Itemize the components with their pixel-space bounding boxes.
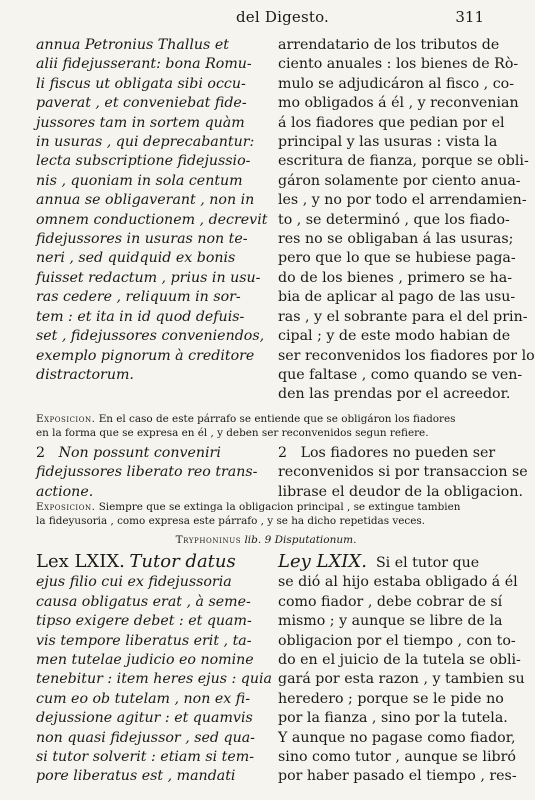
latin-line: men tutelae judicio eo nomine	[36, 652, 254, 669]
spanish-line: ciento anuales : los bienes de Rò-	[278, 56, 519, 73]
spanish-line: que faltase , como quando se ven-	[278, 366, 523, 383]
spanish-line: bia de aplicar al pago de las usu-	[278, 289, 516, 306]
paragraph-number: 2	[278, 445, 288, 461]
spanish-line: se dió al hijo estaba obligado á él	[278, 574, 518, 591]
latin-line: omnem conductionem , decrevit	[36, 211, 268, 228]
spanish-line: gará por esta razon , y tambien su	[278, 671, 525, 688]
exposicion-text-line: Siempre que se extinga la obligacion principal , se extingue tambien	[98, 501, 461, 513]
latin-line: set , fidejussores conveniendos,	[36, 328, 265, 345]
exposicion-label: Exposicion.	[36, 501, 96, 513]
exposicion-text-line: en la forma que se expresa en él , y deben ser reconvenidos segun refiere.	[36, 427, 429, 439]
spanish-line: por haber pasado el tiempo , res-	[278, 768, 517, 785]
spanish-line: den las prendas por el acreedor.	[278, 386, 511, 403]
latin-line: actione.	[36, 483, 94, 500]
latin-line: neri , sed quidquid ex bonis	[36, 250, 236, 267]
spanish-line: cipal ; y de este modo habian de	[278, 328, 511, 345]
spanish-column-block-1	[278, 36, 535, 405]
spanish-line: arrendatario de los tributos de	[278, 37, 500, 53]
source-work: lib. 9 Disputationum.	[244, 534, 357, 546]
spanish-line: do de los bienes , primero se ha-	[278, 269, 513, 286]
spanish-line: les , y no por todo el arrendamien-	[278, 192, 527, 209]
latin-line: lecta subscriptione fidejussio-	[36, 153, 251, 170]
latin-line: vis tempore liberatus erit , ta-	[36, 632, 252, 649]
latin-column-block-2	[36, 444, 268, 502]
exposicion-text-line: la fideyusoria , como expresa este párrafo , y se ha dicho repetidas veces.	[36, 515, 425, 527]
running-head	[0, 6, 532, 28]
exposicion-label: Exposicion.	[36, 413, 96, 425]
spanish-line: mo obligados á él , y reconvenian	[278, 95, 519, 112]
spanish-line: res no se obligaban á las usuras;	[278, 231, 514, 248]
source-citation	[0, 534, 532, 546]
latin-line: exemplo pignorum à creditore	[36, 347, 255, 364]
latin-line: annua se obligaverant , non in	[36, 192, 255, 209]
latin-column-block-1	[36, 36, 268, 385]
spanish-line: principal y las usuras : vista la	[278, 134, 498, 151]
spanish-line: Y aunque no pagase como fiador,	[278, 729, 516, 746]
latin-line: tipso exigere debet : et quam-	[36, 613, 252, 630]
spanish-column-block-3	[278, 551, 525, 787]
latin-line: jussores tam in sortem quàm	[36, 114, 245, 131]
latin-line: distractorum.	[36, 366, 134, 383]
latin-line: nis , quoniam in sola centum	[36, 172, 243, 189]
spanish-line: ras , y el sobrante para el del prin-	[278, 308, 528, 325]
spanish-line: sino como tutor , aunque se libró	[278, 749, 516, 766]
latin-line: si tutor solverit : etiam si tem-	[36, 749, 255, 766]
spanish-line: reconvenidos si por transaccion se	[278, 464, 528, 481]
latin-line: in usuras , qui deprecabantur:	[36, 134, 255, 151]
latin-line: ras cedere , reliquum in sor-	[36, 289, 241, 306]
latin-line: dejussione agitur : et quamvis	[36, 710, 253, 727]
spanish-line: ser reconvenidos los fiadores por lo	[278, 347, 535, 364]
spanish-line: librase el deudor de la obligacion.	[278, 483, 523, 500]
spanish-line	[278, 552, 490, 573]
spanish-line: por la fianza , sino por la tutela.	[278, 710, 508, 727]
spanish-line: mulo se adjudicáron al fisco , co-	[278, 75, 514, 92]
spanish-line: mismo ; y aunque se libre de la	[278, 613, 503, 630]
exposicion-note-2	[36, 500, 492, 528]
latin-line: annua Petronius Thallus et	[36, 37, 229, 53]
spanish-line: como fiador , debe cobrar de sí	[278, 593, 503, 610]
spanish-line: heredero ; porque se le pide no	[278, 690, 504, 707]
latin-line: fidejussores in usuras non te-	[36, 231, 248, 248]
lex-heading: Lex LXIX.	[36, 551, 125, 572]
latin-line: paverat , et conveniebat fide-	[36, 95, 247, 112]
latin-line: fidejussores liberato reo trans-	[36, 464, 258, 481]
spanish-line: pero que lo que se hubiese paga-	[278, 250, 516, 267]
spanish-line: escritura de fianza, porque se obli-	[278, 153, 529, 170]
spanish-line: do en el juicio de la tutela se obli-	[278, 652, 521, 669]
source-author: Tryphoninus	[175, 534, 242, 546]
latin-line: fuisset redactum , prius in usu-	[36, 269, 261, 286]
ley-heading-text: Si el tutor que	[375, 555, 480, 571]
exposicion-note-1	[36, 412, 492, 440]
latin-line: pore liberatus est , mandati	[36, 768, 236, 785]
spanish-line: to , se determinó , que los fiado-	[278, 211, 510, 228]
spanish-line: gáron solamente por ciento anua-	[278, 172, 521, 189]
exposicion-text-line: En el caso de este párrafo se entiende que se obligáron los fiadores	[98, 413, 456, 425]
spanish-line: obligacion por el tiempo , con to-	[278, 632, 516, 649]
latin-column-block-3	[36, 551, 272, 787]
latin-line: tem : et ita in id quod defuis-	[36, 308, 245, 325]
latin-line	[36, 552, 268, 573]
spanish-line: á los fiadores que pedian por el	[278, 114, 505, 131]
ley-heading: Ley LXIX.	[278, 551, 367, 572]
paragraph-number: 2	[36, 445, 46, 461]
lex-heading-text: Tutor datus	[129, 551, 236, 572]
latin-line: causa obligatus erat , à seme-	[36, 593, 251, 610]
latin-line: li fiscus ut obligata sibi occu-	[36, 75, 246, 92]
running-title: del Digesto.	[236, 8, 330, 26]
latin-line: cum eo ob tutelam , non ex fi-	[36, 690, 251, 707]
latin-line: ejus filio cui ex fidejussoria	[36, 574, 232, 591]
latin-line: 2 Non possunt conveniri	[36, 445, 221, 461]
latin-line: tenebitur : item heres ejus : quia	[36, 671, 272, 688]
latin-line: alii fidejusserant: bona Romu-	[36, 56, 252, 73]
spanish-line: 2 Los fiadores no pueden ser	[278, 445, 496, 461]
page-number: 311	[455, 8, 484, 26]
latin-line: non quasi fidejussor , sed qua-	[36, 729, 255, 746]
spanish-column-block-2	[278, 444, 528, 502]
